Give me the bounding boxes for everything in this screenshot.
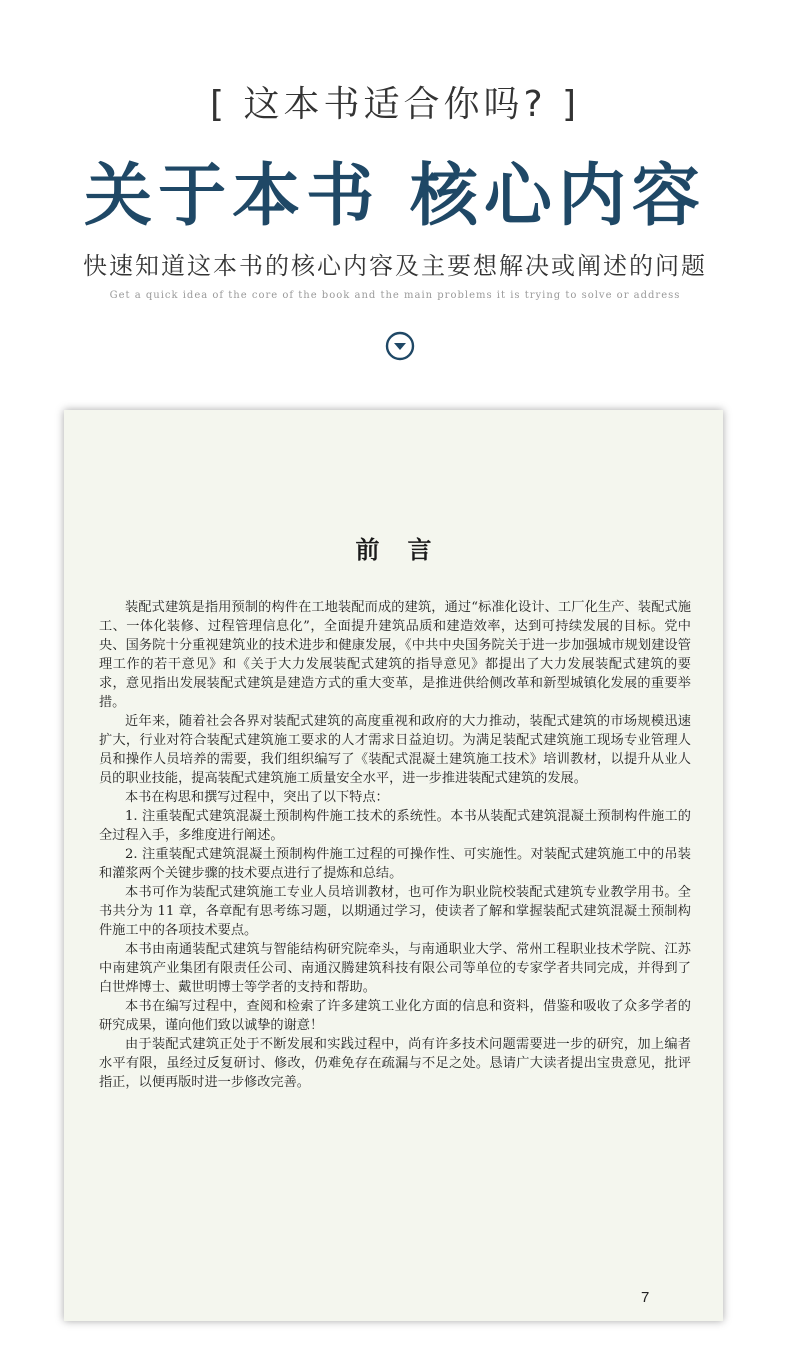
subtitle-chinese: 快速知道这本书的核心内容及主要想解决或阐述的问题 [83, 252, 707, 280]
paragraph: 1. 注重装配式建筑混凝土预制构件施工技术的系统性。本书从装配式建筑混凝土预制构件施工的全过程入手，多维度进行阐述。 [99, 809, 691, 843]
page-title: 前言 [355, 536, 460, 564]
paragraph: 本书可作为装配式建筑施工专业人员培训教材，也可作为职业院校装配式建筑专业教学用书。全书共分为 11 章，各章配有思考练习题，以期通过学习，使读者了解和掌握装配式建筑混凝土预制构件施工中的各项技术要点。 [99, 885, 691, 938]
subtitle-english: Get a quick idea of the core of the book and the main problems it is trying to solve or address [109, 290, 681, 301]
paragraph: 近年来，随着社会各界对装配式建筑的高度重视和政府的大力推动，装配式建筑的市场规模迅速扩大，行业对符合装配式建筑施工要求的人才需求日益迫切。为满足装配式建筑施工现场专业管理人员和操作人员培养的需要，我们组织编写了《装配式混凝土建筑施工技术》培训教材，以提升从业人员的职业技能，提高装配式建筑施工质量安全水平，进一步推进装配式建筑的发展。 [99, 714, 691, 786]
book-page [64, 410, 723, 1321]
paragraph: 由于装配式建筑正处于不断发展和实践过程中，尚有许多技术问题需要进一步的研究，加上编者水平有限，虽经过反复研讨、修改，仍难免存在疏漏与不足之处。恳请广大读者提出宝贵意见，批评指正，以便再版时进一步修改完善。 [99, 1037, 691, 1090]
paragraph: 本书在构思和撰写过程中，突出了以下特点： [125, 790, 389, 805]
paragraph: 2. 注重装配式建筑混凝土预制构件施工过程的可操作性、可实施性。对装配式建筑施工中的吊装和灌浆两个关键步骤的技术要点进行了提炼和总结。 [99, 847, 691, 881]
paragraph: 装配式建筑是指用预制的构件在工地装配而成的建筑，通过“标准化设计、工厂化生产、装配式施工、一体化装修、过程管理信息化”，全面提升建筑品质和建造效率，达到可持续发展的目标。党中央、国务院十分重视建筑业的技术进步和健康发展，《中共中央国务院关于进一步加强城市规划建设管理工作的若干意见》和《关于大力发展装配式建筑的指导意见》都提出了大力发展装配式建筑的要求，意见指出发展装配式建筑是建造方式的重大变革，是推进供给侧改革和新型城镇化发展的重要举措。 [99, 600, 691, 710]
chevron-down-circle-icon [385, 331, 415, 361]
preface-body [99, 598, 691, 1092]
header [0, 0, 790, 400]
paragraph: 本书由南通装配式建筑与智能结构研究院牵头，与南通职业大学、常州工程职业技术学院、江苏中南建筑产业集团有限责任公司、南通汉腾建筑科技有限公司等单位的专家学者共同完成，并得到了白世烨博士、戴世明博士等学者的支持和帮助。 [99, 942, 691, 995]
page-number: 7 [641, 1289, 650, 1306]
main-title: 关于本书 核心内容 [84, 156, 706, 236]
paragraph: 本书在编写过程中，查阅和检索了许多建筑工业化方面的信息和资料，借鉴和吸收了众多学者的研究成果，谨向他们致以诚挚的谢意！ [99, 999, 691, 1033]
bracket-title: [ 这本书适合你吗? ] [209, 84, 581, 125]
